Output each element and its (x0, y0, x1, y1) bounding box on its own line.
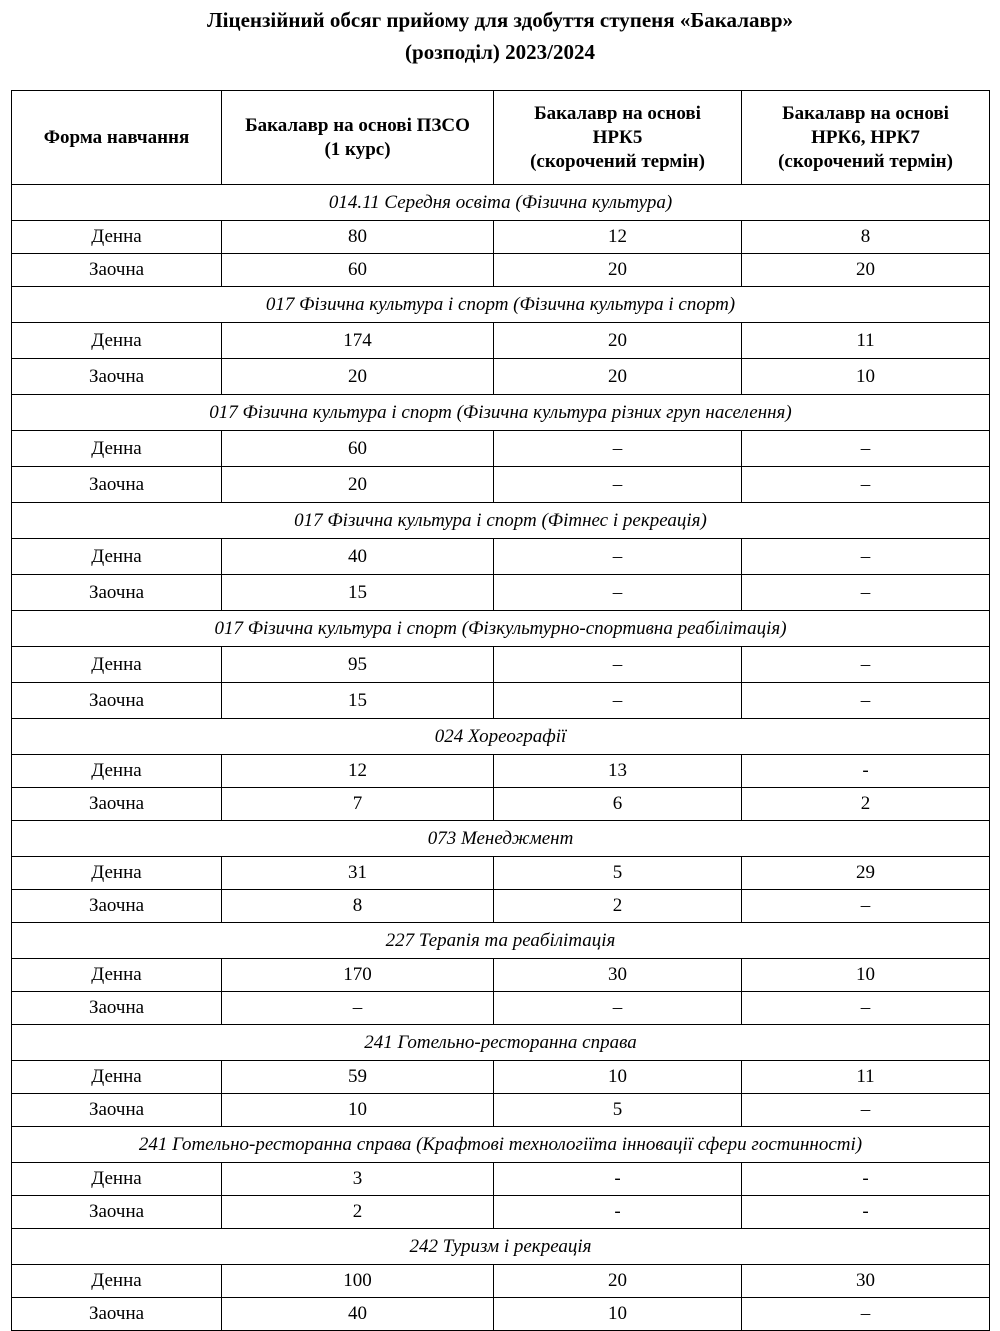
study-form-cell: Заочна (12, 1094, 222, 1127)
header-study-form: Форма навчання (12, 91, 222, 185)
header-bachelor-pzso: Бакалавр на основі ПЗСО (1 курс) (222, 91, 494, 185)
study-form-cell: Денна (12, 323, 222, 359)
section-header-row (12, 1127, 990, 1163)
specialty-name: 073 Менеджмент (12, 821, 990, 857)
table-row (12, 1163, 990, 1196)
nrk5-cell: – (494, 647, 742, 683)
nrk6-nrk7-cell: - (742, 755, 990, 788)
study-form-cell: Заочна (12, 254, 222, 287)
nrk5-cell: - (494, 1163, 742, 1196)
study-form-cell: Заочна (12, 1298, 222, 1331)
section-header-row (12, 821, 990, 857)
specialty-name: 024 Хореографії (12, 719, 990, 755)
header-bachelor-nrk5: Бакалавр на основі НРК5 (скорочений термін) (494, 91, 742, 185)
study-form-cell: Денна (12, 431, 222, 467)
table-row (12, 992, 990, 1025)
pzso-cell: 60 (222, 431, 494, 467)
nrk5-cell: 20 (494, 254, 742, 287)
table-body (12, 185, 990, 1331)
page-title (0, 4, 1000, 68)
table-row (12, 1196, 990, 1229)
specialty-name: 017 Фізична культура і спорт (Фітнес і рекреація) (12, 503, 990, 539)
nrk6-nrk7-cell: - (742, 1163, 990, 1196)
section-header-row (12, 1025, 990, 1061)
nrk5-cell: – (494, 539, 742, 575)
nrk6-nrk7-cell: – (742, 575, 990, 611)
table-row (12, 755, 990, 788)
nrk5-cell: – (494, 467, 742, 503)
table-row (12, 254, 990, 287)
pzso-cell: 95 (222, 647, 494, 683)
nrk6-nrk7-cell: - (742, 1196, 990, 1229)
table-row (12, 431, 990, 467)
title-line-1: Ліцензійний обсяг прийому для здобуття ступеня «Бакалавр» (206, 8, 794, 32)
table-row (12, 323, 990, 359)
nrk6-nrk7-cell: 30 (742, 1265, 990, 1298)
nrk6-nrk7-cell: – (742, 1298, 990, 1331)
nrk6-nrk7-cell: 8 (742, 221, 990, 254)
header-row (12, 91, 990, 185)
table-row (12, 221, 990, 254)
table-row (12, 359, 990, 395)
table-row (12, 788, 990, 821)
admission-table (11, 90, 990, 1331)
study-form-cell: Заочна (12, 890, 222, 923)
pzso-cell: 100 (222, 1265, 494, 1298)
nrk6-nrk7-cell: 29 (742, 857, 990, 890)
pzso-cell: 40 (222, 1298, 494, 1331)
nrk6-nrk7-cell: – (742, 539, 990, 575)
table-row (12, 857, 990, 890)
nrk5-cell: – (494, 992, 742, 1025)
nrk6-nrk7-cell: 2 (742, 788, 990, 821)
section-header-row (12, 395, 990, 431)
study-form-cell: Денна (12, 1265, 222, 1298)
table-row (12, 1265, 990, 1298)
study-form-cell: Заочна (12, 788, 222, 821)
table-row (12, 1061, 990, 1094)
pzso-cell: 15 (222, 575, 494, 611)
study-form-cell: Заочна (12, 683, 222, 719)
specialty-name: 241 Готельно-ресторанна справа (Крафтові технологіїта інновації сфери гостинності) (12, 1127, 990, 1163)
nrk6-nrk7-cell: 11 (742, 323, 990, 359)
specialty-name: 014.11 Середня освіта (Фізична культура) (12, 185, 990, 221)
specialty-name: 017 Фізична культура і спорт (Фізкультурно-спортивна реабілітація) (12, 611, 990, 647)
study-form-cell: Денна (12, 539, 222, 575)
nrk6-nrk7-cell: – (742, 683, 990, 719)
nrk5-cell: 6 (494, 788, 742, 821)
nrk6-nrk7-cell: 10 (742, 359, 990, 395)
nrk5-cell: 5 (494, 857, 742, 890)
table-row (12, 890, 990, 923)
nrk6-nrk7-cell: 10 (742, 959, 990, 992)
nrk5-cell: 12 (494, 221, 742, 254)
pzso-cell: 10 (222, 1094, 494, 1127)
pzso-cell: 174 (222, 323, 494, 359)
nrk6-nrk7-cell: – (742, 431, 990, 467)
table-row (12, 467, 990, 503)
study-form-cell: Заочна (12, 1196, 222, 1229)
nrk5-cell: 5 (494, 1094, 742, 1127)
study-form-cell: Денна (12, 857, 222, 890)
study-form-cell: Денна (12, 755, 222, 788)
nrk6-nrk7-cell: 20 (742, 254, 990, 287)
pzso-cell: 40 (222, 539, 494, 575)
pzso-cell: 31 (222, 857, 494, 890)
nrk5-cell: 10 (494, 1061, 742, 1094)
specialty-name: 017 Фізична культура і спорт (Фізична культура різних груп населення) (12, 395, 990, 431)
pzso-cell: 80 (222, 221, 494, 254)
nrk5-cell: 10 (494, 1298, 742, 1331)
section-header-row (12, 719, 990, 755)
nrk6-nrk7-cell: – (742, 467, 990, 503)
pzso-cell: 12 (222, 755, 494, 788)
pzso-cell: 20 (222, 359, 494, 395)
pzso-cell: 60 (222, 254, 494, 287)
table-row (12, 683, 990, 719)
pzso-cell: 3 (222, 1163, 494, 1196)
nrk5-cell: 20 (494, 323, 742, 359)
pzso-cell: 59 (222, 1061, 494, 1094)
table-row (12, 539, 990, 575)
nrk6-nrk7-cell: 11 (742, 1061, 990, 1094)
section-header-row (12, 287, 990, 323)
nrk5-cell: - (494, 1196, 742, 1229)
specialty-name: 227 Терапія та реабілітація (12, 923, 990, 959)
section-header-row (12, 1229, 990, 1265)
nrk6-nrk7-cell: – (742, 647, 990, 683)
table-row (12, 1094, 990, 1127)
study-form-cell: Денна (12, 647, 222, 683)
study-form-cell: Заочна (12, 359, 222, 395)
nrk6-nrk7-cell: – (742, 1094, 990, 1127)
pzso-cell: 8 (222, 890, 494, 923)
specialty-name: 242 Туризм і рекреація (12, 1229, 990, 1265)
pzso-cell: 15 (222, 683, 494, 719)
nrk5-cell: 13 (494, 755, 742, 788)
section-header-row (12, 923, 990, 959)
header-bachelor-nrk6-nrk7: Бакалавр на основі НРК6, НРК7 (скорочений термін) (742, 91, 990, 185)
specialty-name: 241 Готельно-ресторанна справа (12, 1025, 990, 1061)
nrk5-cell: – (494, 431, 742, 467)
nrk6-nrk7-cell: – (742, 992, 990, 1025)
specialty-name: 017 Фізична культура і спорт (Фізична культура і спорт) (12, 287, 990, 323)
table-row (12, 1298, 990, 1331)
title-line-2: (розподіл) 2023/2024 (405, 40, 595, 64)
table-row (12, 647, 990, 683)
nrk5-cell: 30 (494, 959, 742, 992)
section-header-row (12, 185, 990, 221)
study-form-cell: Денна (12, 1061, 222, 1094)
study-form-cell: Денна (12, 1163, 222, 1196)
pzso-cell: – (222, 992, 494, 1025)
nrk6-nrk7-cell: – (742, 890, 990, 923)
nrk5-cell: 20 (494, 359, 742, 395)
nrk5-cell: 20 (494, 1265, 742, 1298)
study-form-cell: Денна (12, 221, 222, 254)
nrk5-cell: – (494, 575, 742, 611)
study-form-cell: Заочна (12, 575, 222, 611)
pzso-cell: 20 (222, 467, 494, 503)
section-header-row (12, 503, 990, 539)
pzso-cell: 170 (222, 959, 494, 992)
nrk5-cell: – (494, 683, 742, 719)
table-row (12, 575, 990, 611)
study-form-cell: Денна (12, 959, 222, 992)
pzso-cell: 7 (222, 788, 494, 821)
study-form-cell: Заочна (12, 467, 222, 503)
nrk5-cell: 2 (494, 890, 742, 923)
section-header-row (12, 611, 990, 647)
pzso-cell: 2 (222, 1196, 494, 1229)
table-row (12, 959, 990, 992)
study-form-cell: Заочна (12, 992, 222, 1025)
